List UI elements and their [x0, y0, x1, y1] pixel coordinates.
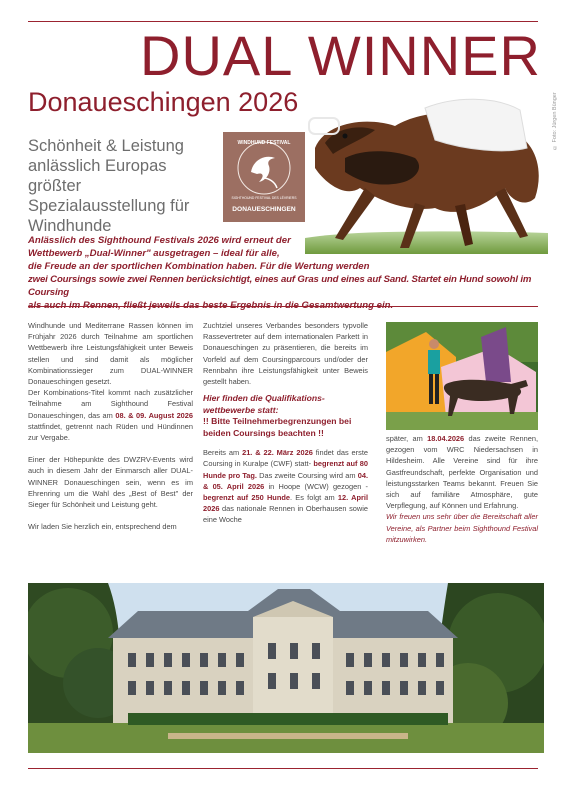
logo-top-text: WINDHUND FESTIVAL [237, 140, 291, 146]
col2-text: in Hoope (WCW) gezogen - [264, 481, 368, 491]
logo-ring-text: SIGHTHOUND FESTIVAL DES LÉVRIERS [231, 196, 297, 200]
festival-dates: 08. & 09. August 2026 [115, 410, 194, 420]
col1-paragraph-2 [28, 387, 193, 443]
hero-dogs-photo [305, 88, 548, 254]
coursing-2-limit: begrenzt auf 250 Hunde [203, 493, 290, 503]
intro-line-2: Wettbewerb „Dual-Winner" ausgetragen – ideal für alle, [28, 248, 280, 259]
intro-paragraph [28, 234, 538, 312]
tagline: Schönheit & Leistung anlässlich Europas größter Spezialausstellung für Windhunde [28, 137, 190, 235]
col3-paragraph-1 [386, 433, 538, 511]
column-1 [28, 320, 193, 532]
bottom-rule [28, 768, 538, 769]
qualification-heading-line: wettbewerbe statt: [203, 404, 279, 415]
col1-text: Der Kombinations-Titel kommt nach zusätzlicher Teilnahme am Sighthound Festival Donaueschingen, das am [28, 388, 193, 420]
photo-credit: © Foto: Jürgen Bünger [552, 92, 558, 150]
column-3 [386, 433, 538, 545]
col2-paragraph-1: Zuchtziel unseres Verbandes besonders typvolle Rassevertreter auf dem internationalen Parkett in Donaueschingen zu präsentieren, die bereits im Vorfeld auf dem Coursingparcours und/oder der Rennbahn ihre Leistungsfähigkeit unter Beweis gestellt haben. [203, 321, 368, 387]
intro-rule [28, 306, 538, 307]
col2-text: Das zweite Coursing wird am [256, 470, 358, 480]
intro-line-3: die Freude an der sportlichen Kombination haben. Für die Wertung werden [28, 261, 370, 272]
col2-text: . Es folgt am [289, 493, 338, 503]
col1-paragraph-4: Wir laden Sie herzlich ein, entsprechend dem [28, 522, 177, 532]
col1-text: stattfindet, getrennt nach Rüden und Hündinnen zur Vergabe. [28, 421, 193, 443]
col3-text: das zweite Rennen, gezogen vom WRC Niedersachsen in Hildesheim. Alle Vereine sind für ihre Gastfreundschaft, perfekte Organisation und leistungsstarken Teams bekannt. Freuen Sie sich auf familiäre Atmosphäre, gute Verpflegung, auf Können und Erfahrung. [386, 434, 539, 511]
page-title: DUAL WINNER [140, 24, 541, 87]
col1-paragraph-1: Windhunde und Mediterrane Rassen können im Frühjahr 2026 durch Teilnahme am sportlichen Wettbewerb ihre Leistungsfähigkeit unter Beweis stellen und sind damit als möglicher Kombinationssieger zum DUAL-WINNER Donaueschingen gesetzt. [28, 321, 193, 387]
intro-line-4: zwei Coursings sowie zwei Rennen berücksichtigt, eines auf Gras und eines auf Sand. Startet ein Hund sowohl im Coursing [28, 274, 532, 298]
race-2-date: 18.04.2026 [427, 434, 465, 443]
col1-paragraph-3: Einer der Höhepunkte des DWZRV-Events wird auch in diesem Jahr der Einmarsch aller DUAL-WINNER Donaueschingen sein, wenn es im Ehrenring um die Wahl des „Best of Best" der Sieger für Schönheit und Leistung geht. [28, 455, 193, 510]
qualification-heading [203, 393, 368, 439]
col2-paragraph-2 [203, 447, 368, 525]
col2-text: das nationale Rennen in Oberhausen sowie eine Woche [203, 504, 368, 525]
page-subtitle: Donaueschingen 2026 [28, 87, 299, 117]
top-rule [28, 21, 538, 22]
coursing-1-limit: begrenzt auf 80 Hunde pro Tag. [203, 459, 368, 480]
festival-logo [223, 132, 305, 222]
col2-text: findet das erste Coursing in Kuralpe (CWF) statt- [203, 448, 368, 469]
coursing-1-date: 21. & 22. März 2026 [242, 448, 313, 458]
closing-statement: Wir freuen uns sehr über die Bereitschaft aller Vereine, als Partner beim Sighthound Festival mitzuwirken. [386, 512, 538, 544]
coursing-2-date: 04. & 05. April 2026 [203, 470, 368, 491]
coursing-photo [386, 322, 538, 430]
qualification-heading-line: Hier finden die Qualifikations- [203, 393, 325, 404]
intro-line-1: Anlässlich des Sighthound Festivals 2026 wird erneut der [28, 235, 291, 246]
palace-photo [28, 583, 544, 753]
column-2 [203, 320, 368, 526]
race-1-date: 12. April 2026 [203, 493, 368, 514]
col2-text: Bereits am [203, 448, 243, 458]
col3-text: später, am [386, 434, 428, 443]
logo-bottom-text: DONAUESCHINGEN [232, 206, 296, 213]
participant-limit-warning: !! Bitte Teilnehmerbegrenzungen bei beiden Coursings beachten !! [203, 416, 352, 438]
